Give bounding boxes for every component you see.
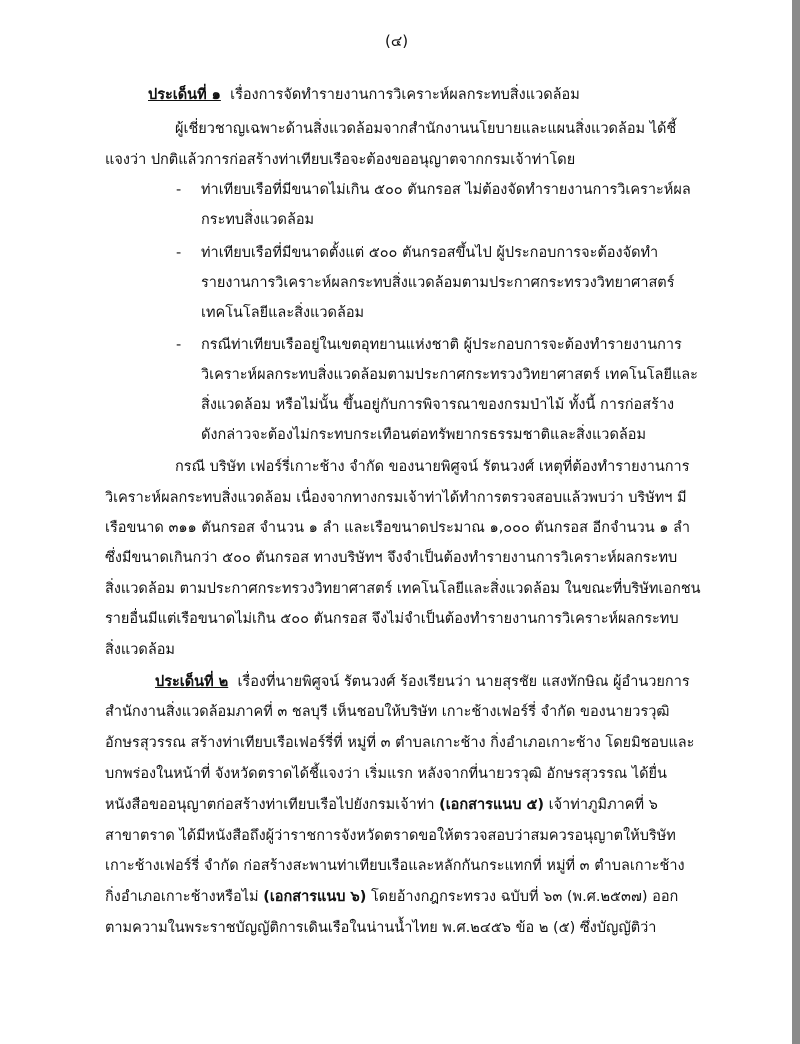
- issue1-title: เรื่องการจัดทำรายงานการวิเคราะห์ผลกระทบสิ่งแวดล้อม: [230, 87, 580, 103]
- page-number: (๔): [385, 32, 409, 50]
- bullet3-line2: วิเคราะห์ผลกระทบสิ่งแวดล้อมตามประกาศกระทรวงวิทยาศาสตร์ เทคโนโลยีและ: [201, 367, 698, 383]
- issue2-line9: ตามความในพระราชบัญญัติการเดินเรือในน่านน้ำไทย พ.ศ.๒๔๕๖ ข้อ ๒ (๕) ซึ่งบัญญัติว่า: [105, 920, 657, 936]
- bullet-mark: -: [176, 182, 182, 198]
- para2-line3: เรือขนาด ๓๑๑ ตันกรอส จำนวน ๑ ลำ และเรือขนาดประมาณ ๑,๐๐๐ ตันกรอส อีกจำนวน ๑ ลำ: [105, 520, 691, 536]
- issue2-first-line: เรื่องที่นายพิศูจน์ รัตนวงศ์ ร้องเรียนว่า นายสุรชัย แสงทักษิณ ผู้อำนวยการ: [237, 674, 690, 690]
- bullet3-line3: สิ่งแวดล้อม หรือไม่นั้น ขึ้นอยู่กับการพิจารณาของกรมป่าไม้ ทั้งนี้ การก่อสร้าง: [201, 397, 675, 413]
- issue2-line8: [105, 888, 678, 906]
- issue2-line8-post: โดยอ้างกฎกระทรวง ฉบับที่ ๖๓ (พ.ศ.๒๕๓๗) ออก: [371, 889, 679, 905]
- issue2-line2: สำนักงานสิ่งแวดล้อมภาคที่ ๓ ชลบุรี เห็นชอบให้บริษัท เกาะช้างเฟอร์รี่ จำกัด ของนายวรวุฒิ: [105, 704, 670, 720]
- bullet1-line2: กระทบสิ่งแวดล้อม: [201, 212, 315, 228]
- issue2-line6: สาขาตราด ได้มีหนังสือถึงผู้ว่าราชการจังหวัดตราดขอให้ตรวจสอบว่าสมควรอนุญาตให้บริษัท: [105, 828, 676, 844]
- para2-line1: กรณี บริษัท เฟอร์รี่เกาะช้าง จำกัด ของนายพิศูจน์ รัตนวงศ์ เหตุที่ต้องทำรายงานการ: [175, 459, 690, 475]
- issue2-line7: เกาะช้างเฟอร์รี่ จำกัด ก่อสร้างสะพานท่าเทียบเรือและหลักกันกระแทกที่ หมู่ที่ ๓ ตำบลเกาะช้าง: [105, 858, 685, 874]
- issue2-line5-post: เจ้าท่าภูมิภาคที่ ๖: [548, 797, 658, 813]
- bullet2-line3: เทคโนโลยีและสิ่งแวดล้อม: [201, 305, 365, 321]
- scan-edge: [792, 0, 800, 1044]
- attachment-6-ref: (เอกสารแนบ ๖): [263, 889, 367, 905]
- para2-line7: สิ่งแวดล้อม: [105, 642, 175, 658]
- bullet3-line1: กรณีท่าเทียบเรืออยู่ในเขตอุทยานแห่งชาติ ผู้ประกอบการจะต้องทำรายงานการ: [201, 337, 682, 353]
- issue1-heading: ประเด็นที่ ๑: [148, 87, 221, 103]
- issue1-intro-2: แจงว่า ปกติแล้วการก่อสร้างท่าเทียบเรือจะต้องขออนุญาตจากกรมเจ้าท่าโดย: [105, 152, 576, 168]
- bullet3-line4: ดังกล่าวจะต้องไม่กระทบกระเทือนต่อทรัพยากรธรรมชาติและสิ่งแวดล้อม: [201, 427, 647, 443]
- bullet-mark: -: [176, 337, 182, 353]
- issue2-heading-line: [155, 673, 690, 691]
- bullet2-line1: ท่าเทียบเรือที่มีขนาดตั้งแต่ ๕๐๐ ตันกรอสขึ้นไป ผู้ประกอบการจะต้องจัดทำ: [201, 245, 659, 261]
- attachment-5-ref: (เอกสารแนบ ๕): [439, 797, 545, 813]
- issue2-heading: ประเด็นที่ ๒: [155, 674, 229, 690]
- para2-line6: รายอื่นมีแต่เรือขนาดไม่เกิน ๕๐๐ ตันกรอส จึงไม่จำเป็นต้องทำรายงานการวิเคราะห์ผลกระทบ: [105, 611, 679, 627]
- issue2-line5-pre: หนังสือขออนุญาตก่อสร้างท่าเทียบเรือไปยังกรมเจ้าท่า: [105, 797, 435, 813]
- issue1-heading-line: [148, 86, 580, 104]
- issue2-line5: [105, 796, 658, 814]
- bullet2-line2: รายงานการวิเคราะห์ผลกระทบสิ่งแวดล้อมตามประกาศกระทรวงวิทยาศาสตร์: [201, 275, 675, 291]
- bullet1-line1: ท่าเทียบเรือที่มีขนาดไม่เกิน ๕๐๐ ตันกรอส ไม่ต้องจัดทำรายงานการวิเคราะห์ผล: [201, 182, 691, 198]
- bullet-mark: -: [176, 245, 182, 261]
- para2-line4: ซึ่งมีขนาดเกินกว่า ๕๐๐ ตันกรอส ทางบริษัทฯ จึงจำเป็นต้องทำรายงานการวิเคราะห์ผลกระทบ: [105, 550, 678, 566]
- issue2-line8-pre: กิ่งอำเภอเกาะช้างหรือไม่: [105, 889, 259, 905]
- issue1-intro-1: ผู้เชี่ยวชาญเฉพาะด้านสิ่งแวดล้อมจากสำนักงานนโยบายและแผนสิ่งแวดล้อม ได้ชี้: [175, 121, 677, 137]
- issue2-line4: บกพร่องในหน้าที่ จังหวัดตราดได้ชี้แจงว่า เริ่มแรก หลังจากที่นายวรวุฒิ อักษรสุวรรณ ได้ยื่น: [105, 766, 667, 782]
- para2-line2: วิเคราะห์ผลกระทบสิ่งแวดล้อม เนื่องจากทางกรมเจ้าท่าได้ทำการตรวจสอบแล้วพบว่า บริษัทฯ มี: [105, 490, 687, 506]
- para2-line5: สิ่งแวดล้อม ตามประกาศกระทรวงวิทยาศาสตร์ เทคโนโลยีและสิ่งแวดล้อม ในขณะที่บริษัทเอกชน: [105, 581, 701, 597]
- issue2-line3: อักษรสุวรรณ สร้างท่าเทียบเรือเฟอร์รี่ที่ หมู่ที่ ๓ ตำบลเกาะช้าง กิ่งอำเภอเกาะช้าง โดยมิชอบและ: [105, 735, 695, 751]
